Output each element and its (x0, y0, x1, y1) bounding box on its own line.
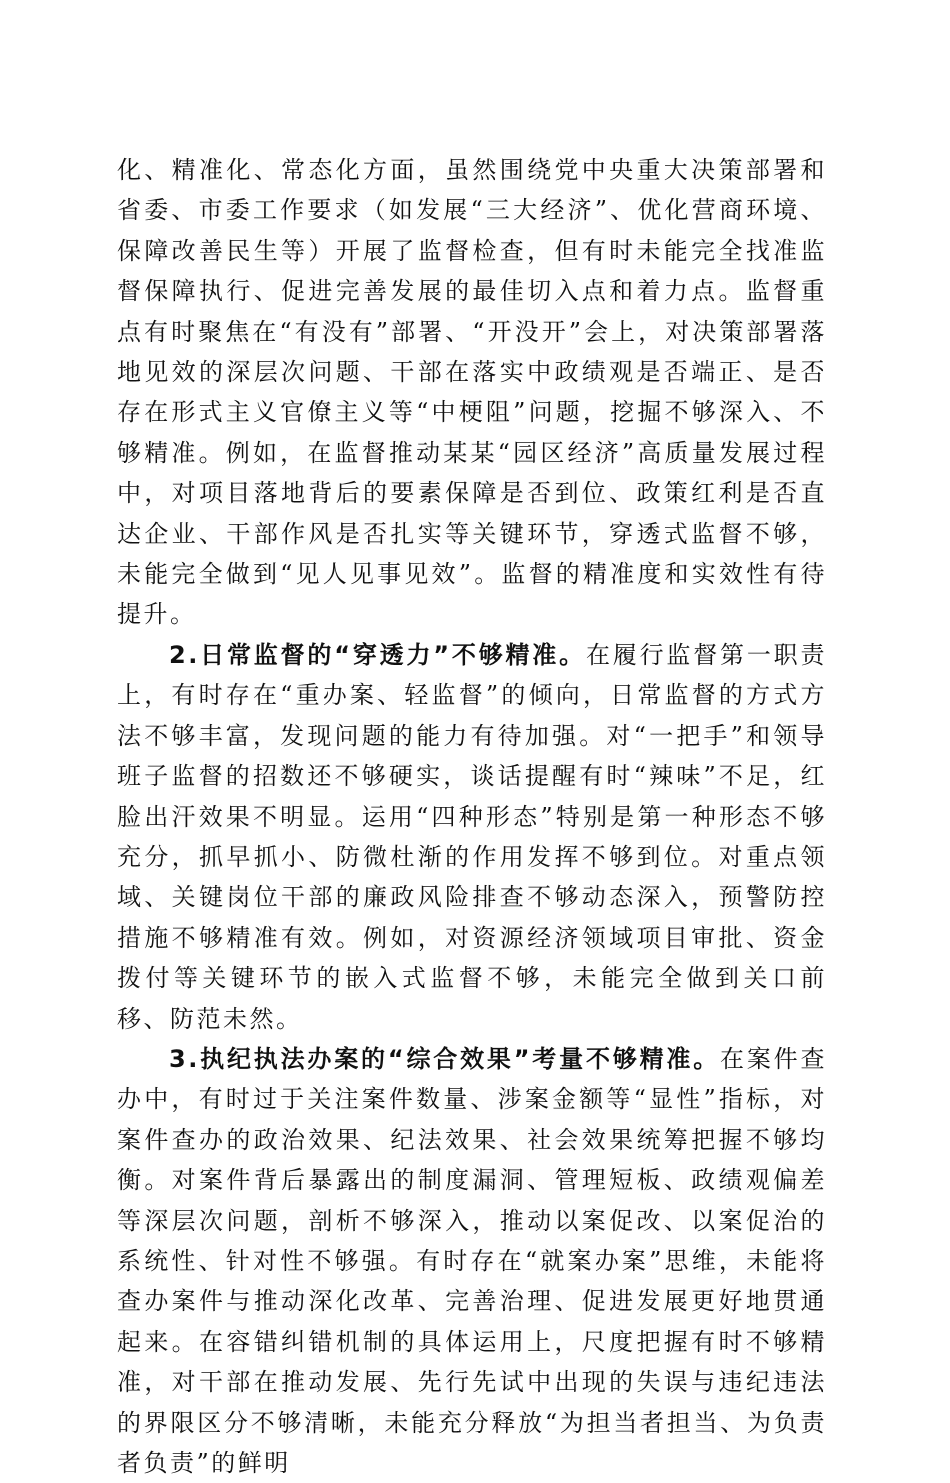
paragraph-body: 在案件查办中，有时过于关注案件数量、涉案金额等“显性”指标，对案件查办的政治效果、纪法效果、社会效果统筹把握不够均衡。对案件背后暴露出的制度漏洞、管理短板、政绩观偏差等深层次问题，剖析不够深入，推动以案促改、以案促治的系统性、针对性不够强。有时存在“就案办案”思维，未能将查办案件与推动深化改革、完善治理、促进发展更好地贯通起来。在容错纠错机制的具体运用上，尺度把握有时不够精准，对干部在推动发展、先行先试中出现的失误与违纪违法的界限区分不够清晰，未能充分释放“为担当者担当、为负责者负责”的鲜明 (117, 1044, 827, 1477)
paragraph-heading: 3.执纪执法办案的“综合效果”考量不够精准。 (169, 1044, 721, 1073)
paragraph-body: 在履行监督第一职责上，有时存在“重办案、轻监督”的倾向，日常监督的方式方法不够丰富，发现问题的能力有待加强。对“一把手”和领导班子监督的招数还不够硬实，谈话提醒有时“辣味”不足，红脸出汗效果不明显。运用“四种形态”特别是第一种形态不够充分，抓早抓小、防微杜渐的作用发挥不够到位。对重点领域、关键岗位干部的廉政风险排查不够动态深入，预警防控措施不够精准有效。例如，对资源经济领域项目审批、资金拨付等关键环节的嵌入式监督不够，未能完全做到关口前移、防范未然。 (117, 640, 827, 1033)
document-body (117, 150, 827, 1483)
paragraph-body: 化、精准化、常态化方面，虽然围绕党中央重大决策部署和省委、市委工作要求（如发展“三大经济”、优化营商环境、保障改善民生等）开展了监督检查，但有时未能完全找准监督保障执行、促进完善发展的最佳切入点和着力点。监督重点有时聚焦在“有没有”部署、“开没开”会上，对决策部署落地见效的深层次问题、干部在落实中政绩观是否端正、是否存在形式主义官僚主义等“中梗阻”问题，挖掘不够深入、不够精准。例如，在监督推动某某“园区经济”高质量发展过程中，对项目落地背后的要素保障是否到位、政策红利是否直达企业、干部作风是否扎实等关键环节，穿透式监督不够，未能完全做到“见人见事见效”。监督的精准度和实效性有待提升。 (117, 156, 827, 629)
paragraph-heading: 2.日常监督的“穿透力”不够精准。 (169, 640, 586, 669)
paragraph-daily-supervision (117, 635, 827, 1039)
paragraph-continued (117, 150, 827, 635)
paragraph-case-handling (117, 1039, 827, 1483)
